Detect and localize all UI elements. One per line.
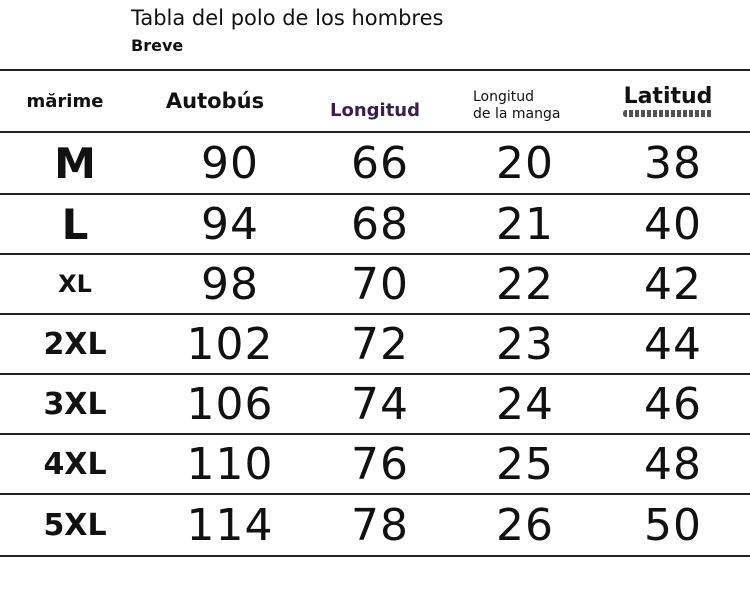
cell-width: 44 [644,318,702,370]
cell-bust: 106 [186,378,274,430]
cell-sleeve: 23 [496,318,554,370]
cell-size: L [61,199,89,249]
cell-size: XL [58,270,92,298]
cell-size: 2XL [43,326,107,362]
cell-bust: 98 [201,258,259,310]
cell-sleeve: 24 [496,378,554,430]
header-width [603,71,733,131]
cell-length: 78 [351,499,409,551]
header-sleeve-line1: Longitud [473,89,535,105]
cell-width: 38 [644,137,702,189]
header-sleeve-line2: de la manga [473,106,561,122]
page-subtitle: Breve [131,36,184,55]
cell-length: 76 [351,438,409,490]
cell-length: 70 [351,258,409,310]
header-length: Longitud [329,99,420,121]
header-bust: Autobús [165,89,265,113]
cell-size: 4XL [43,446,107,482]
cell-sleeve: 21 [496,198,554,250]
cell-sleeve: 20 [496,137,554,189]
cell-width: 42 [644,258,702,310]
cell-sleeve: 25 [496,438,554,490]
page-title: Tabla del polo de los hombres [131,6,444,30]
cell-length: 74 [351,378,409,430]
cell-width: 50 [644,499,702,551]
table-bottom-rule [0,555,750,557]
cell-bust: 114 [186,499,274,551]
cell-bust: 102 [186,318,274,370]
cell-bust: 94 [201,198,259,250]
cell-length: 72 [351,318,409,370]
header-size: mărime [26,90,104,112]
header-sleeve-length [455,76,585,136]
cell-sleeve: 22 [496,258,554,310]
cell-bust: 110 [186,438,274,490]
cell-size: 5XL [43,507,107,543]
cell-width: 46 [644,378,702,430]
cell-size: 3XL [43,386,107,422]
cell-width: 40 [644,198,702,250]
cell-sleeve: 26 [496,499,554,551]
header-width-label: Latitud [623,83,713,109]
obscured-text-smear [623,110,713,117]
cell-width: 48 [644,438,702,490]
cell-bust: 90 [201,137,259,189]
cell-length: 66 [351,137,409,189]
cell-length: 68 [351,198,409,250]
cell-size: M [54,138,96,188]
